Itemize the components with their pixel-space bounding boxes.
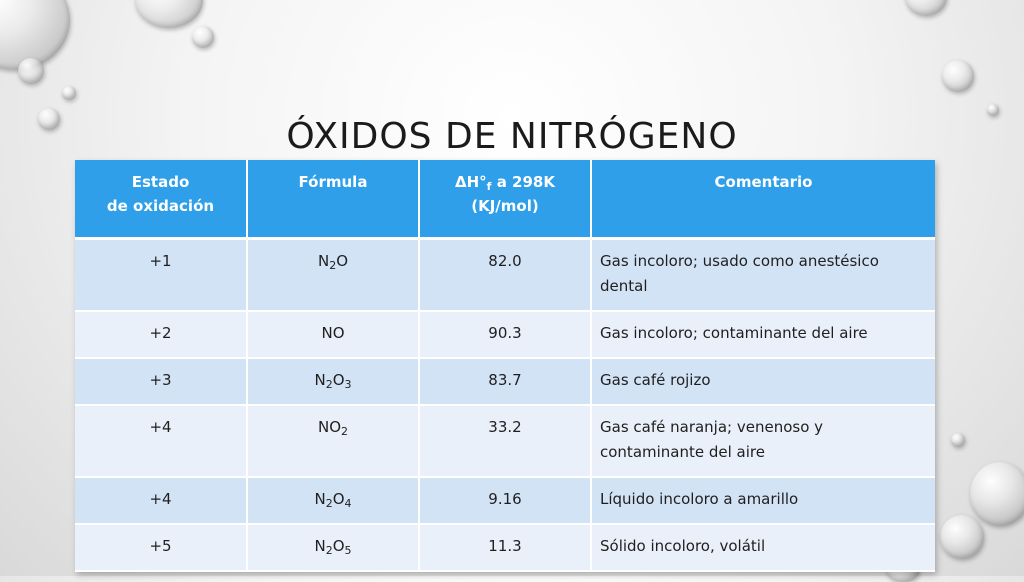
cell-enthalpy: 11.3 bbox=[419, 524, 591, 571]
cell-comment: Gas incoloro; usado como anestésico dental bbox=[591, 239, 935, 312]
table-header-row bbox=[75, 160, 935, 239]
cell-enthalpy: 83.7 bbox=[419, 358, 591, 405]
cell-enthalpy: 90.3 bbox=[419, 311, 591, 358]
header-label: ΔH° bbox=[455, 173, 487, 191]
header-subscript: f bbox=[486, 180, 492, 193]
table-row bbox=[75, 311, 935, 358]
water-drop-icon bbox=[987, 104, 999, 116]
table-row bbox=[75, 358, 935, 405]
cell-state: +5 bbox=[75, 524, 247, 571]
water-drop-icon bbox=[970, 462, 1024, 526]
cell-state: +4 bbox=[75, 477, 247, 524]
cell-formula: $N_2O$ bbox=[247, 239, 419, 312]
header-label: Fórmula bbox=[298, 173, 368, 191]
header-formula bbox=[247, 160, 419, 239]
water-drop-icon bbox=[18, 58, 44, 84]
cell-formula: $N_2O_4$ bbox=[247, 477, 419, 524]
cell-state: +3 bbox=[75, 358, 247, 405]
cell-state: +1 bbox=[75, 239, 247, 312]
water-drop-icon bbox=[905, 0, 947, 16]
header-label: de oxidación bbox=[106, 197, 215, 215]
water-drop-icon bbox=[192, 26, 214, 48]
water-drop-icon bbox=[940, 515, 984, 559]
cell-enthalpy: 33.2 bbox=[419, 405, 591, 477]
table-row bbox=[75, 239, 935, 312]
water-drop-icon bbox=[951, 433, 965, 447]
cell-formula: $N_2O_5$ bbox=[247, 524, 419, 571]
header-oxidation-state bbox=[75, 160, 247, 239]
header-label: Estado bbox=[131, 173, 190, 191]
cell-comment: Gas incoloro; contaminante del aire bbox=[591, 311, 935, 358]
cell-enthalpy: 82.0 bbox=[419, 239, 591, 312]
cell-comment: Gas café naranja; venenoso y contaminante del aire bbox=[591, 405, 935, 477]
table-row bbox=[75, 524, 935, 571]
cell-comment: Gas café rojizo bbox=[591, 358, 935, 405]
header-enthalpy bbox=[419, 160, 591, 239]
nitrogen-oxides-table bbox=[75, 160, 935, 572]
cell-comment: Sólido incoloro, volátil bbox=[591, 524, 935, 571]
cell-enthalpy: 9.16 bbox=[419, 477, 591, 524]
header-label: (KJ/mol) bbox=[471, 197, 539, 215]
cell-formula: $NO_2$ bbox=[247, 405, 419, 477]
table-row bbox=[75, 405, 935, 477]
water-drop-icon bbox=[942, 60, 974, 92]
cell-formula: $N_2O_3$ bbox=[247, 358, 419, 405]
header-label: a 298K bbox=[491, 173, 555, 191]
header-comment bbox=[591, 160, 935, 239]
table-row bbox=[75, 477, 935, 524]
header-label: Comentario bbox=[714, 173, 813, 191]
page-title: ÓXIDOS DE NITRÓGENO bbox=[286, 116, 738, 158]
water-drop-icon bbox=[135, 0, 203, 28]
cell-state: +2 bbox=[75, 311, 247, 358]
cell-comment: Líquido incoloro a amarillo bbox=[591, 477, 935, 524]
cell-formula: NO bbox=[247, 311, 419, 358]
cell-state: +4 bbox=[75, 405, 247, 477]
water-drop-icon bbox=[62, 86, 76, 100]
